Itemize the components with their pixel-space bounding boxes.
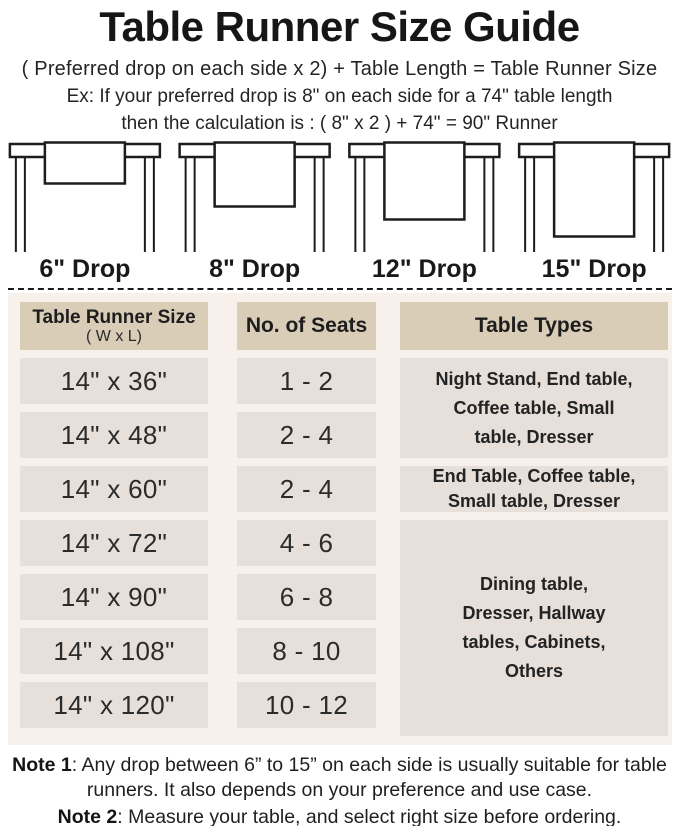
note-1-label: Note 1 xyxy=(12,754,72,776)
table-types-cell-small-tables xyxy=(400,358,668,458)
table-types-line: tables, Cabinets, xyxy=(462,632,606,652)
runner-size-cell: 14" x 90" xyxy=(20,574,208,620)
seats-cell: 2 - 4 xyxy=(237,466,376,512)
seats-cell: 4 - 6 xyxy=(237,520,376,566)
table-illustration xyxy=(349,143,499,253)
table-types-line: Others xyxy=(504,661,564,681)
seats-cell: 1 - 2 xyxy=(237,358,376,404)
table-types-cell-large-tables xyxy=(400,520,668,736)
table-types-line: Coffee table, Small xyxy=(453,397,615,418)
example-line-2: then the calculation is : ( 8" x 2 ) + 74" = 90" Runner xyxy=(121,113,558,134)
runner-size-cell: 14" x 48" xyxy=(20,412,208,458)
table-types-line: End Table, Coffee table, xyxy=(432,466,636,486)
note-2-label: Note 2 xyxy=(57,806,118,826)
runner-size-cell: 14" x 72" xyxy=(20,520,208,566)
note-1-text: : Any drop between 6” to 15” on each side is usually suitable for table runners. It also depends on your preference and use case. xyxy=(71,754,667,801)
drop-label-12: 12" Drop xyxy=(371,255,477,283)
size-table-panel xyxy=(8,293,672,745)
dashed-divider xyxy=(8,288,672,290)
column-runner-size xyxy=(20,302,208,728)
table-drop-diagram xyxy=(0,141,679,253)
table-types-line: Small table, Dresser xyxy=(447,491,621,511)
note-1 xyxy=(1,753,679,803)
page-title: Table Runner Size Guide xyxy=(99,3,580,50)
table-illustration xyxy=(10,143,160,253)
notes-block xyxy=(1,753,679,826)
note-2 xyxy=(1,805,679,826)
column-header-seats: No. of Seats xyxy=(237,302,376,350)
column-header-title: Table Runner Size xyxy=(32,306,196,328)
runner-size-cell: 14" x 120" xyxy=(20,682,208,728)
column-header-subtitle: ( W x L) xyxy=(86,327,142,345)
drop-label-15: 15" Drop xyxy=(541,255,647,283)
note-2-text: : Measure your table, and select right size before ordering. xyxy=(117,806,622,826)
drop-label-6: 6" Drop xyxy=(39,255,131,283)
table-types-line: table, Dresser xyxy=(474,426,594,447)
runner-size-cell: 14" x 60" xyxy=(20,466,208,512)
formula-text: ( Preferred drop on each side x 2) + Table Length = Table Runner Size xyxy=(21,58,658,80)
drop-illustrations xyxy=(0,141,679,284)
runner-size-cell: 14" x 36" xyxy=(20,358,208,404)
table-types-line: Dresser, Hallway xyxy=(462,603,606,623)
table-types-line: Night Stand, End table, xyxy=(435,368,633,389)
table-types-cell-medium-tables xyxy=(400,466,668,512)
drop-labels-row xyxy=(0,254,679,284)
drop-label-8: 8" Drop xyxy=(209,255,301,283)
runner-size-cell: 14" x 108" xyxy=(20,628,208,674)
column-header-runner-size xyxy=(20,302,208,350)
table-types-line: Dining table, xyxy=(480,574,588,594)
column-header-table-types: Table Types xyxy=(400,302,668,350)
seats-cell: 6 - 8 xyxy=(237,574,376,620)
column-table-types xyxy=(400,302,668,736)
seats-cell: 8 - 10 xyxy=(237,628,376,674)
column-seats xyxy=(237,302,376,728)
example-line-1: Ex: If your preferred drop is 8" on each side for a 74" table length xyxy=(66,86,613,107)
table-illustration xyxy=(180,143,330,253)
table-illustration xyxy=(519,143,669,253)
seats-cell: 2 - 4 xyxy=(237,412,376,458)
seats-cell: 10 - 12 xyxy=(237,682,376,728)
